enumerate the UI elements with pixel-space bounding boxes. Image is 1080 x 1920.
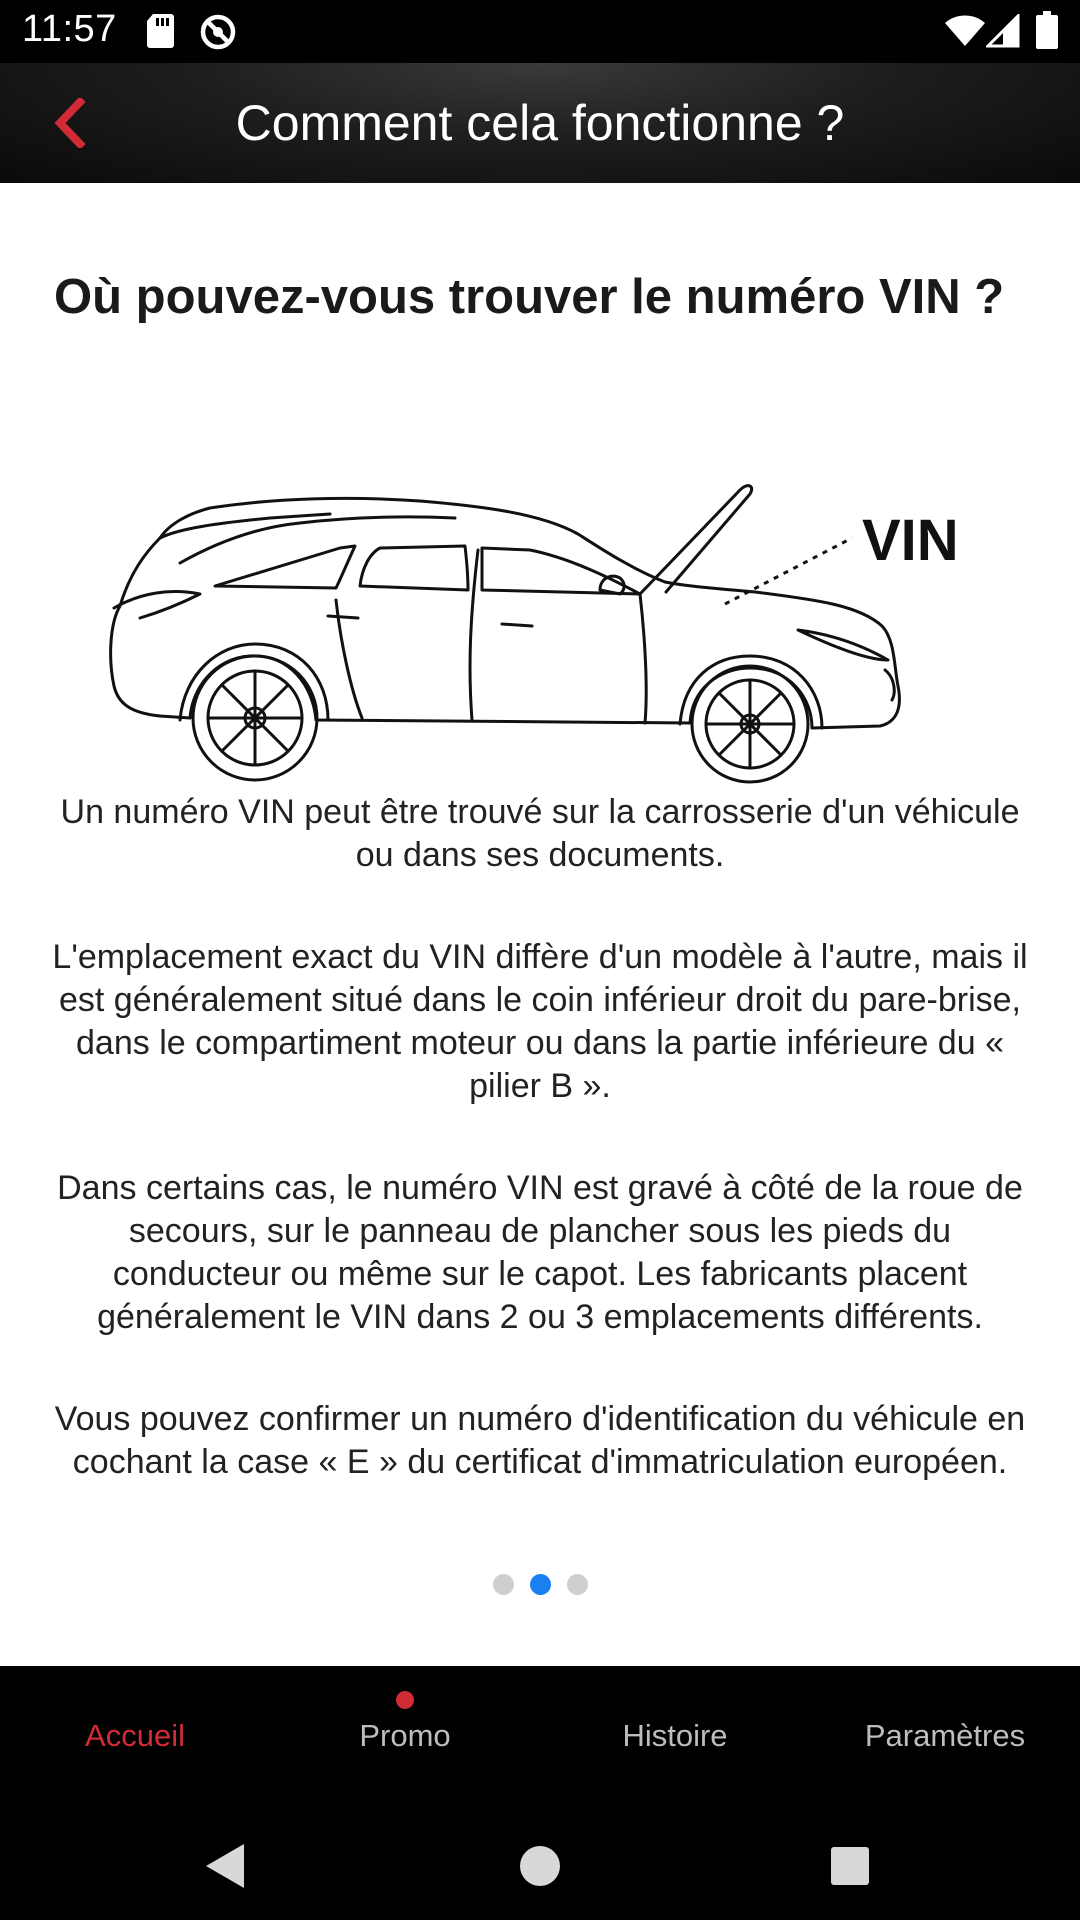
- paragraph-3: Dans certains cas, le numéro VIN est gravé à côté de la roue de secours, sur le panneau de plancher sous les pieds du conducteur ou même sur le capot. Les fabricants placent généralement le VIN dans 2 ou 3 emplacements différents.: [57, 1169, 1023, 1336]
- status-time: 11:57: [22, 8, 117, 50]
- sync-disabled-icon: [198, 12, 238, 57]
- status-bar: [0, 0, 1080, 63]
- main-content: [0, 183, 1080, 1666]
- page-indicator: [0, 1569, 1080, 1599]
- sd-card-icon: [145, 12, 175, 55]
- page-title: Comment cela fonctionne ?: [235, 95, 845, 151]
- promo-notification-badge: [396, 1691, 414, 1709]
- nav-item-accueil[interactable]: Accueil: [85, 1718, 185, 1753]
- paragraph-1: Un numéro VIN peut être trouvé sur la carrosserie d'un véhicule ou dans ses documents.: [60, 793, 1020, 874]
- signal-icon: [986, 14, 1020, 53]
- bottom-navigation: [0, 1666, 1080, 1806]
- app-bar: [0, 63, 1080, 183]
- vin-label: VIN: [862, 508, 959, 573]
- nav-item-histoire[interactable]: Histoire: [622, 1718, 728, 1753]
- paragraphs: [40, 791, 1040, 1543]
- nav-item-parametres[interactable]: Paramètres: [864, 1718, 1026, 1753]
- paragraph-4: Vous pouvez confirmer un numéro d'identification du véhicule en cochant la case « E » du certificat d'immatriculation européen.: [54, 1400, 1026, 1481]
- home-circle-icon[interactable]: [510, 1836, 570, 1896]
- wifi-icon: [944, 14, 986, 53]
- system-navigation-bar: [0, 1806, 1080, 1920]
- paragraph-2: L'emplacement exact du VIN diffère d'un modèle à l'autre, mais il est généralement situé dans le coin inférieur droit du pare-brise, dans le compartiment moteur ou dans la partie inférieure du « pilier B ».: [52, 938, 1028, 1105]
- back-button[interactable]: [38, 91, 102, 155]
- chevron-left-icon: [50, 98, 90, 148]
- back-triangle-icon[interactable]: [196, 1836, 256, 1896]
- battery-icon: [1036, 11, 1058, 54]
- recents-square-icon[interactable]: [820, 1836, 880, 1896]
- page-dot-1[interactable]: [493, 1574, 514, 1595]
- page-dot-2-active[interactable]: [530, 1574, 551, 1595]
- nav-item-promo[interactable]: Promo: [359, 1718, 451, 1753]
- page-dot-3[interactable]: [567, 1574, 588, 1595]
- headline: Où pouvez-vous trouver le numéro VIN ?: [54, 270, 1005, 324]
